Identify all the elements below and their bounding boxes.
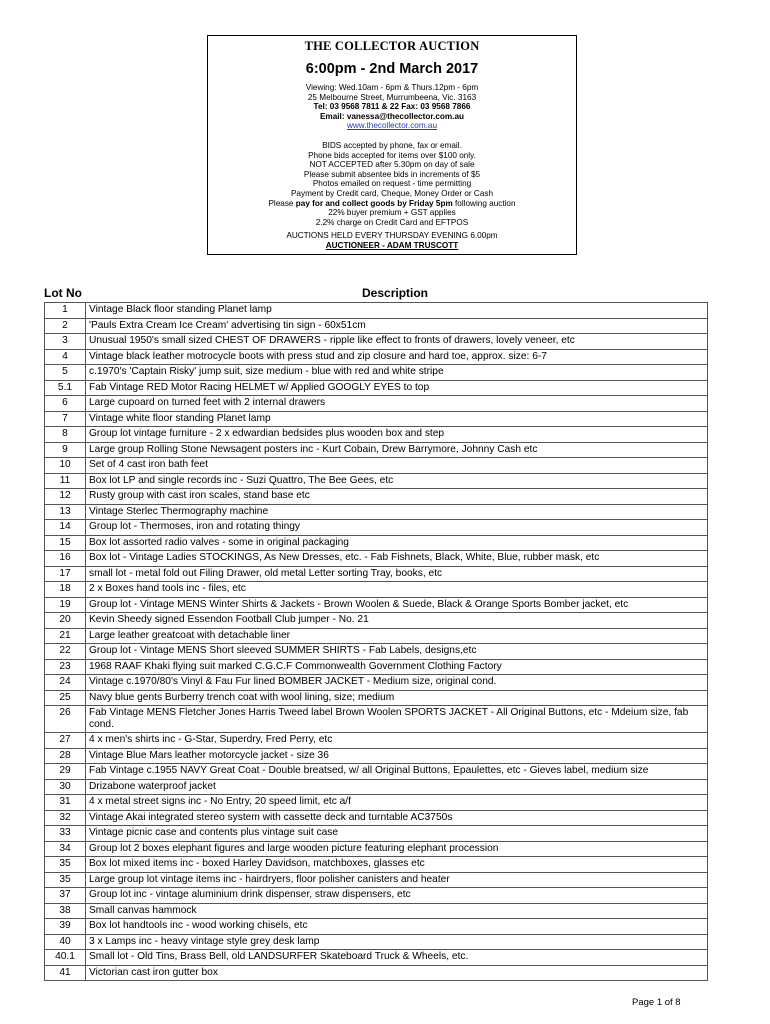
lot-description: Group lot vintage furniture - 2 x edwardian bedsides plus wooden box and step [86,427,708,443]
auction-header-box [207,35,577,255]
table-row [45,644,708,660]
table-row [45,380,708,396]
auctioneer: AUCTIONEER - ADAM TRUSCOTT [325,240,459,250]
table-row [45,841,708,857]
auction-schedule: AUCTIONS HELD EVERY THURSDAY EVENING 6.00pm [286,231,498,241]
lot-description: Vintage black leather motrocycle boots with press stud and zip closure and hard toe, approx. size: 6-7 [86,349,708,365]
table-row [45,582,708,598]
lot-number: 24 [45,675,86,691]
lot-description: Group lot inc - vintage aluminium drink dispenser, straw dispensers, etc [86,888,708,904]
table-row [45,779,708,795]
lot-description: Vintage white floor standing Planet lamp [86,411,708,427]
lot-description: Small canvas hammock [86,903,708,919]
table-row [45,903,708,919]
lot-description: Vintage Blue Mars leather motorcycle jacket - size 36 [86,748,708,764]
website-link[interactable]: www.thecollector.com.au [346,121,438,131]
table-row [45,764,708,780]
lot-description: Navy blue gents Burberry trench coat with wool lining, size; medium [86,690,708,706]
lot-number: 33 [45,826,86,842]
table-row [45,489,708,505]
lot-number: 11 [45,473,86,489]
collection-info [208,199,576,209]
website-link-row [208,121,576,131]
lot-number: 2 [45,318,86,334]
lot-number: 37 [45,888,86,904]
lot-description: Vintage Akai integrated stereo system with cassette deck and turntable AC3750s [86,810,708,826]
lot-description: Large group Rolling Stone Newsagent posters inc - Kurt Cobain, Drew Barrymore, Johnny Cash etc [86,442,708,458]
collection-deadline: pay for and collect goods by Friday 5pm [295,198,453,208]
lot-description: Unusual 1950's small sized CHEST OF DRAWERS - ripple like effect to fronts of drawers, lovely veneer, etc [86,334,708,350]
lot-description: 2 x Boxes hand tools inc - files, etc [86,582,708,598]
table-row [45,613,708,629]
table-row [45,810,708,826]
table-row [45,551,708,567]
table-row [45,857,708,873]
lot-description: Group lot - Vintage MENS Short sleeved SUMMER SHIRTS - Fab Labels, designs,etc [86,644,708,660]
table-row [45,427,708,443]
lot-number: 3 [45,334,86,350]
lot-number: 7 [45,411,86,427]
table-row [45,458,708,474]
bids-info-1: BIDS accepted by phone, fax or email. [322,140,462,150]
lot-description: small lot - metal fold out Filing Drawer, old metal Letter sorting Tray, books, etc [86,566,708,582]
lot-description: Kevin Sheedy signed Essendon Football Club jumper - No. 21 [86,613,708,629]
lot-number: 32 [45,810,86,826]
lot-number: 20 [45,613,86,629]
lot-description: 3 x Lamps inc - heavy vintage style grey desk lamp [86,934,708,950]
lot-number: 22 [45,644,86,660]
table-row [45,965,708,981]
lot-number: 23 [45,659,86,675]
email: Email: vanessa@thecollector.com.au [319,111,465,121]
table-row [45,318,708,334]
lots-table [44,302,708,981]
table-row [45,365,708,381]
lot-number: 28 [45,748,86,764]
lot-number: 25 [45,690,86,706]
viewing-hours: Viewing: Wed.10am - 6pm & Thurs.12pm - 6pm [305,83,479,92]
page-number: Page 1 of 8 [632,997,681,1008]
lot-description: Fab Vintage MENS Fletcher Jones Harris Tweed label Brown Woolen SPORTS JACKET - All Original Buttons, etc - Mdeium size, fab cond. [86,706,708,733]
table-row [45,888,708,904]
lot-number: 16 [45,551,86,567]
lot-number: 26 [45,706,86,733]
lot-number: 8 [45,427,86,443]
table-row [45,566,708,582]
collection-suffix: following auction [452,198,516,208]
table-row [45,334,708,350]
table-row [45,628,708,644]
lot-description: Small lot - Old Tins, Brass Bell, old LANDSURFER Skateboard Truck & Wheels, etc. [86,950,708,966]
address: 25 Melbourne Street, Murrumbeena, Vic. 3163 [307,92,477,102]
lot-number: 14 [45,520,86,536]
lot-description: Box lot LP and single records inc - Suzi Quattro, The Bee Gees, etc [86,473,708,489]
lot-number: 21 [45,628,86,644]
lot-number: 1 [45,303,86,319]
lot-description: Set of 4 cast iron bath feet [86,458,708,474]
lot-number: 38 [45,903,86,919]
table-row [45,795,708,811]
table-row [45,706,708,733]
lot-description: Group lot - Vintage MENS Winter Shirts & Jackets - Brown Woolen & Suede, Black & Orange Sports Bomber jacket, etc [86,597,708,613]
lot-description: Large cupoard on turned feet with 2 internal drawers [86,396,708,412]
lot-description: Vintage Black floor standing Planet lamp [86,303,708,319]
lot-description: 4 x metal street signs inc - No Entry, 20 speed limit, etc a/f [86,795,708,811]
table-row [45,872,708,888]
table-row [45,733,708,749]
bids-info-2: Phone bids accepted for items over $100 only. [308,150,476,160]
lot-number: 13 [45,504,86,520]
lot-number: 19 [45,597,86,613]
buyer-premium: 22% buyer premium + GST applies [328,208,456,218]
lot-description: Box lot assorted radio valves - some in original packaging [86,535,708,551]
lot-description: Group lot 2 boxes elephant figures and large wooden picture featuring elephant procession [86,841,708,857]
table-row [45,748,708,764]
lot-description: Vintage Sterlec Thermography machine [86,504,708,520]
lot-number: 41 [45,965,86,981]
table-row [45,597,708,613]
table-row [45,396,708,412]
lot-description: Victorian cast iron gutter box [86,965,708,981]
table-row [45,303,708,319]
table-row [45,504,708,520]
table-row [45,535,708,551]
column-header-lot: Lot No [44,286,82,300]
auction-title: THE COLLECTOR AUCTION [304,39,480,53]
auction-time: 6:00pm - 2nd March 2017 [305,61,479,77]
lot-number: 29 [45,764,86,780]
table-row [45,442,708,458]
auction-details [208,83,576,251]
table-row [45,520,708,536]
lot-number: 40 [45,934,86,950]
lot-number: 34 [45,841,86,857]
lot-number: 18 [45,582,86,598]
lot-description: Box lot mixed items inc - boxed Harley Davidson, matchboxes, glasses etc [86,857,708,873]
lot-number: 6 [45,396,86,412]
lot-description: 'Pauls Extra Cream Ice Cream' advertising tin sign - 60x51cm [86,318,708,334]
lot-number: 4 [45,349,86,365]
bids-info-5: Photos emailed on request - time permitting [312,179,472,189]
lot-description: c.1970's 'Captain Risky' jump suit, size medium - blue with red and white stripe [86,365,708,381]
table-row [45,349,708,365]
phone-fax: Tel: 03 9568 7811 & 22 Fax: 03 9568 7866 [313,102,471,112]
bids-info-4: Please submit absentee bids in increments of $5 [303,169,481,179]
lot-number: 35 [45,872,86,888]
table-row [45,411,708,427]
lot-number: 35 [45,857,86,873]
lot-description: 4 x men's shirts inc - G-Star, Superdry, Fred Perry, etc [86,733,708,749]
lot-description: Group lot - Thermoses, iron and rotating thingy [86,520,708,536]
table-row [45,659,708,675]
lot-number: 12 [45,489,86,505]
table-row [45,950,708,966]
lot-number: 17 [45,566,86,582]
lot-description: Box lot - Vintage Ladies STOCKINGS, As New Dresses, etc. - Fab Fishnets, Black, White, Blue, rubber mask, etc [86,551,708,567]
lot-description: Fab Vintage RED Motor Racing HELMET w/ Applied GOOGLY EYES to top [86,380,708,396]
lot-description: Rusty group with cast iron scales, stand base etc [86,489,708,505]
lot-description: Vintage picnic case and contents plus vintage suit case [86,826,708,842]
table-row [45,934,708,950]
lot-number: 5.1 [45,380,86,396]
lot-number: 39 [45,919,86,935]
collection-prefix: Please [268,198,296,208]
lot-description: Box lot handtools inc - wood working chisels, etc [86,919,708,935]
table-row [45,690,708,706]
lot-description: Fab Vintage c.1955 NAVY Great Coat - Double breatsed, w/ all Original Buttons, Epaulettes, etc - Gieves label, medium size [86,764,708,780]
lot-number: 40.1 [45,950,86,966]
table-row [45,675,708,691]
table-row [45,473,708,489]
bids-info-3: NOT ACCEPTED after 5.30pm on day of sale [309,160,475,170]
lot-number: 9 [45,442,86,458]
card-surcharge: 2.2% charge on Credit Card and EFTPOS [315,217,469,227]
payment-info: Payment by Credit card, Cheque, Money Order or Cash [290,188,494,198]
table-row [45,919,708,935]
lot-description: Large leather greatcoat with detachable liner [86,628,708,644]
lot-description: Large group lot vintage items inc - hairdryers, floor polisher canisters and heater [86,872,708,888]
lot-number: 10 [45,458,86,474]
lot-description: Drizabone waterproof jacket [86,779,708,795]
lot-number: 15 [45,535,86,551]
table-row [45,826,708,842]
lot-number: 30 [45,779,86,795]
lot-description: 1968 RAAF Khaki flying suit marked C.G.C.F Commonwealth Government Clothing Factory [86,659,708,675]
column-header-description: Description [362,286,429,300]
lot-number: 27 [45,733,86,749]
lot-number: 31 [45,795,86,811]
lot-number: 5 [45,365,86,381]
lot-description: Vintage c.1970/80's Vinyl & Fau Fur lined BOMBER JACKET - Medium size, original cond. [86,675,708,691]
